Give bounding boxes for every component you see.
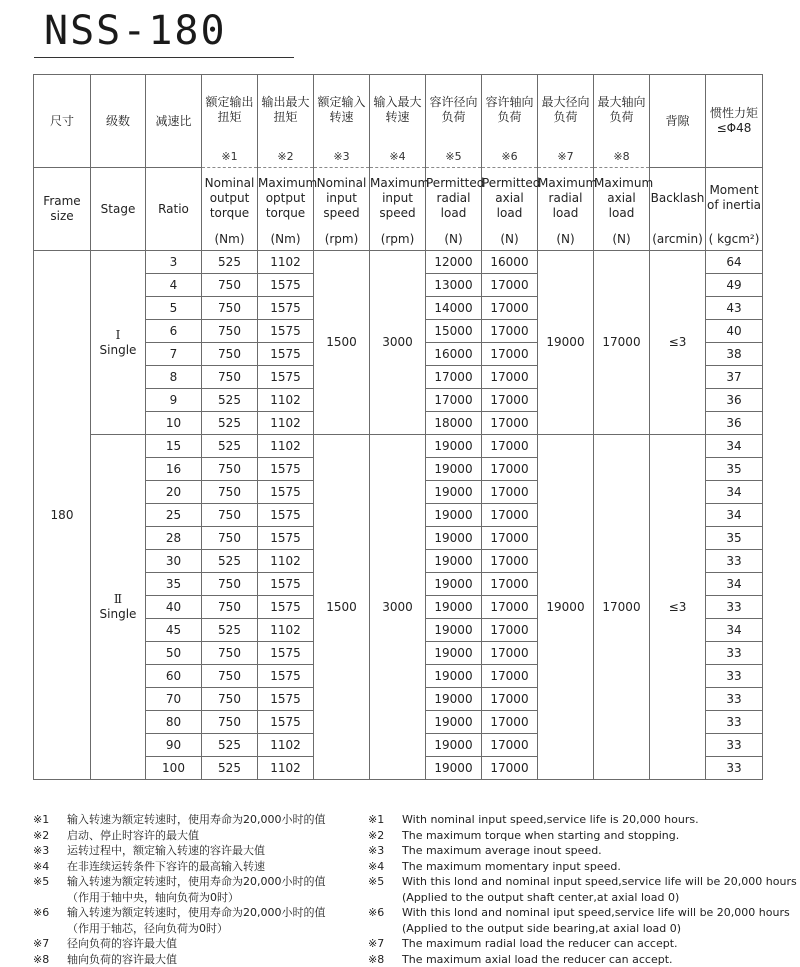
max-axial-load-cell: 17000 <box>594 251 650 435</box>
note-item <box>33 859 363 875</box>
nominal-output-torque-cell: 525 <box>202 251 258 274</box>
note-text: （作用于轴中央，轴向负荷为0时） <box>67 890 363 906</box>
permitted-axial-load-cell: 17000 <box>482 366 538 389</box>
inertia-cell: 33 <box>706 711 763 734</box>
nominal-output-torque-cell: 750 <box>202 596 258 619</box>
note-item <box>33 828 363 844</box>
ratio-cell: 60 <box>146 665 202 688</box>
note-marker: ※5 <box>33 874 67 890</box>
max-output-torque-cell: 1102 <box>258 619 314 642</box>
note-marker <box>33 921 67 937</box>
note-item <box>33 890 363 906</box>
nominal-output-torque-cell: 525 <box>202 412 258 435</box>
note-marker: ※2 <box>33 828 67 844</box>
permitted-axial-load-cell: 17000 <box>482 550 538 573</box>
header-en-permitted-axial: Permitted axial load <box>482 168 538 229</box>
header-unit-backlash: (arcmin) <box>650 228 706 251</box>
note-text: The maximum axial load the reducer can accept. <box>402 952 798 967</box>
permitted-axial-load-cell: 17000 <box>482 688 538 711</box>
ratio-cell: 35 <box>146 573 202 596</box>
inertia-cell: 36 <box>706 412 763 435</box>
permitted-radial-load-cell: 19000 <box>426 757 482 780</box>
header-en-nominal-input-speed: Nominal input speed <box>314 168 370 229</box>
note-text: The maximum radial load the reducer can accept. <box>402 936 798 952</box>
ratio-cell: 15 <box>146 435 202 458</box>
nominal-input-speed-cell: 1500 <box>314 251 370 435</box>
permitted-axial-load-cell: 17000 <box>482 527 538 550</box>
permitted-axial-load-cell: 17000 <box>482 481 538 504</box>
note-item <box>368 828 798 844</box>
permitted-radial-load-cell: 19000 <box>426 596 482 619</box>
inertia-cell: 33 <box>706 550 763 573</box>
ratio-cell: 25 <box>146 504 202 527</box>
note-text: The maximum average inout speed. <box>402 843 798 859</box>
max-output-torque-cell: 1102 <box>258 550 314 573</box>
header-cn-ratio: 减速比 <box>146 75 202 168</box>
inertia-cell: 35 <box>706 458 763 481</box>
nominal-output-torque-cell: 750 <box>202 711 258 734</box>
header-unit-max-input-speed: (rpm) <box>370 228 426 251</box>
header-cn-frame: 尺寸 <box>34 75 91 168</box>
stage-roman: Ⅱ <box>91 592 145 607</box>
nominal-output-torque-cell: 750 <box>202 458 258 481</box>
note-text: (Applied to the output shaft center,at axial load 0) <box>402 890 798 906</box>
ratio-cell: 4 <box>146 274 202 297</box>
permitted-axial-load-cell: 17000 <box>482 573 538 596</box>
max-radial-load-cell: 19000 <box>538 435 594 780</box>
ratio-cell: 9 <box>146 389 202 412</box>
header-note-1: ※1 <box>202 145 258 168</box>
note-item <box>33 874 363 890</box>
header-note-3: ※3 <box>314 145 370 168</box>
inertia-cell: 33 <box>706 642 763 665</box>
nominal-output-torque-cell: 750 <box>202 573 258 596</box>
note-marker: ※3 <box>368 843 402 859</box>
permitted-axial-load-cell: 17000 <box>482 665 538 688</box>
note-marker: ※1 <box>368 812 402 828</box>
note-item <box>368 843 798 859</box>
header-en-frame: Frame size <box>34 168 91 251</box>
note-item <box>368 905 798 921</box>
permitted-axial-load-cell: 17000 <box>482 320 538 343</box>
backlash-cell: ≤3 <box>650 435 706 780</box>
page-title: NSS-180 <box>44 8 227 54</box>
max-output-torque-cell: 1575 <box>258 366 314 389</box>
inertia-cell: 33 <box>706 688 763 711</box>
inertia-cell: 36 <box>706 389 763 412</box>
inertia-cell: 34 <box>706 573 763 596</box>
inertia-cell: 35 <box>706 527 763 550</box>
note-marker: ※5 <box>368 874 402 890</box>
stage-label: Single <box>91 607 145 622</box>
stage-roman: Ⅰ <box>91 328 145 343</box>
notes-english <box>368 812 798 967</box>
permitted-axial-load-cell: 17000 <box>482 274 538 297</box>
nominal-output-torque-cell: 750 <box>202 274 258 297</box>
header-en-max-input-speed: Maximum input speed <box>370 168 426 229</box>
nominal-output-torque-cell: 750 <box>202 343 258 366</box>
table-row <box>34 435 763 458</box>
note-marker: ※6 <box>33 905 67 921</box>
header-cn-permitted-radial: 容许径向负荷 <box>426 75 482 146</box>
header-note-5: ※5 <box>426 145 482 168</box>
notes-chinese <box>33 812 363 967</box>
max-output-torque-cell: 1102 <box>258 435 314 458</box>
note-item <box>368 890 798 906</box>
note-text: 运转过程中，额定输入转速的容许最大值 <box>67 843 363 859</box>
permitted-radial-load-cell: 19000 <box>426 435 482 458</box>
note-marker: ※8 <box>33 952 67 967</box>
note-text: The maximum momentary input speed. <box>402 859 798 875</box>
ratio-cell: 20 <box>146 481 202 504</box>
max-output-torque-cell: 1575 <box>258 642 314 665</box>
note-text: 轴向负荷的容许最大值 <box>67 952 363 967</box>
inertia-cell: 38 <box>706 343 763 366</box>
inertia-cell: 33 <box>706 665 763 688</box>
header-en-permitted-radial: Permitted radial load <box>426 168 482 229</box>
ratio-cell: 40 <box>146 596 202 619</box>
title-underline <box>34 57 294 58</box>
header-unit-nominal-input-speed: (rpm) <box>314 228 370 251</box>
header-unit-nominal-output-torque: (Nm) <box>202 228 258 251</box>
permitted-axial-load-cell: 17000 <box>482 642 538 665</box>
note-item <box>368 859 798 875</box>
stage-cell <box>91 435 146 780</box>
max-output-torque-cell: 1575 <box>258 665 314 688</box>
max-output-torque-cell: 1575 <box>258 596 314 619</box>
note-text: 输入转速为额定转速时，使用寿命为20,000小时的值 <box>67 812 363 828</box>
inertia-cell: 34 <box>706 619 763 642</box>
note-text: The maximum torque when starting and stopping. <box>402 828 798 844</box>
ratio-cell: 100 <box>146 757 202 780</box>
header-en-nominal-output-torque: Nominal output torque <box>202 168 258 229</box>
note-marker: ※4 <box>33 859 67 875</box>
permitted-axial-load-cell: 17000 <box>482 343 538 366</box>
nominal-output-torque-cell: 750 <box>202 481 258 504</box>
inertia-cell: 34 <box>706 435 763 458</box>
permitted-axial-load-cell: 17000 <box>482 458 538 481</box>
ratio-cell: 6 <box>146 320 202 343</box>
max-output-torque-cell: 1575 <box>258 527 314 550</box>
ratio-cell: 30 <box>146 550 202 573</box>
permitted-axial-load-cell: 17000 <box>482 596 538 619</box>
max-radial-load-cell: 19000 <box>538 251 594 435</box>
permitted-axial-load-cell: 17000 <box>482 297 538 320</box>
max-output-torque-cell: 1575 <box>258 297 314 320</box>
permitted-radial-load-cell: 19000 <box>426 619 482 642</box>
header-unit-permitted-radial: (N) <box>426 228 482 251</box>
nominal-output-torque-cell: 750 <box>202 366 258 389</box>
spec-table <box>33 74 763 780</box>
max-output-torque-cell: 1575 <box>258 711 314 734</box>
permitted-axial-load-cell: 17000 <box>482 504 538 527</box>
note-marker: ※8 <box>368 952 402 967</box>
header-note-7: ※7 <box>538 145 594 168</box>
nominal-output-torque-cell: 525 <box>202 389 258 412</box>
note-marker: ※3 <box>33 843 67 859</box>
header-en-stage: Stage <box>91 168 146 251</box>
permitted-radial-load-cell: 19000 <box>426 711 482 734</box>
header-cn-nominal-output-torque: 额定输出扭矩 <box>202 75 258 146</box>
permitted-radial-load-cell: 19000 <box>426 481 482 504</box>
nominal-output-torque-cell: 750 <box>202 504 258 527</box>
nominal-output-torque-cell: 750 <box>202 320 258 343</box>
permitted-radial-load-cell: 19000 <box>426 665 482 688</box>
max-output-torque-cell: 1575 <box>258 274 314 297</box>
permitted-radial-load-cell: 15000 <box>426 320 482 343</box>
header-cn-stage: 级数 <box>91 75 146 168</box>
nominal-output-torque-cell: 750 <box>202 297 258 320</box>
permitted-axial-load-cell: 17000 <box>482 619 538 642</box>
inertia-cell: 34 <box>706 481 763 504</box>
stage-label: Single <box>91 343 145 358</box>
ratio-cell: 3 <box>146 251 202 274</box>
ratio-cell: 80 <box>146 711 202 734</box>
frame-size-cell: 180 <box>34 251 91 780</box>
max-output-torque-cell: 1102 <box>258 389 314 412</box>
max-output-torque-cell: 1575 <box>258 343 314 366</box>
permitted-radial-load-cell: 12000 <box>426 251 482 274</box>
note-text: 径向负荷的容许最大值 <box>67 936 363 952</box>
max-input-speed-cell: 3000 <box>370 435 426 780</box>
spec-table-body <box>34 251 763 780</box>
inertia-cell: 40 <box>706 320 763 343</box>
inertia-cell: 37 <box>706 366 763 389</box>
header-en-ratio: Ratio <box>146 168 202 251</box>
permitted-axial-load-cell: 17000 <box>482 757 538 780</box>
header-note-8: ※8 <box>594 145 650 168</box>
header-unit-inertia: ( kgcm²) <box>706 228 763 251</box>
note-text: With this lond and nominal input speed,service life will be 20,000 hours <box>402 874 798 890</box>
max-output-torque-cell: 1102 <box>258 757 314 780</box>
note-text: (Applied to the output side bearing,at axial load 0) <box>402 921 798 937</box>
header-en-backlash: Backlash <box>650 168 706 229</box>
nominal-output-torque-cell: 525 <box>202 435 258 458</box>
note-item <box>33 936 363 952</box>
nominal-output-torque-cell: 525 <box>202 734 258 757</box>
nominal-output-torque-cell: 525 <box>202 757 258 780</box>
note-marker: ※4 <box>368 859 402 875</box>
max-output-torque-cell: 1575 <box>258 458 314 481</box>
note-item <box>33 921 363 937</box>
permitted-radial-load-cell: 16000 <box>426 343 482 366</box>
permitted-radial-load-cell: 19000 <box>426 734 482 757</box>
ratio-cell: 90 <box>146 734 202 757</box>
ratio-cell: 28 <box>146 527 202 550</box>
backlash-cell: ≤3 <box>650 251 706 435</box>
permitted-axial-load-cell: 17000 <box>482 389 538 412</box>
header-unit-max-axial: (N) <box>594 228 650 251</box>
inertia-cell: 33 <box>706 734 763 757</box>
note-marker <box>368 921 402 937</box>
note-text: 输入转速为额定转速时，使用寿命为20,000小时的值 <box>67 905 363 921</box>
nominal-output-torque-cell: 750 <box>202 665 258 688</box>
inertia-cell: 34 <box>706 504 763 527</box>
header-cn-nominal-input-speed: 额定输入转速 <box>314 75 370 146</box>
permitted-radial-load-cell: 19000 <box>426 527 482 550</box>
max-output-torque-cell: 1102 <box>258 251 314 274</box>
note-item <box>368 936 798 952</box>
note-text: 输入转速为额定转速时，使用寿命为20,000小时的值 <box>67 874 363 890</box>
note-item <box>368 921 798 937</box>
header-en-max-axial: Maximum axial load <box>594 168 650 229</box>
permitted-axial-load-cell: 17000 <box>482 711 538 734</box>
header-note-6: ※6 <box>482 145 538 168</box>
header-note-2: ※2 <box>258 145 314 168</box>
permitted-radial-load-cell: 17000 <box>426 389 482 412</box>
permitted-radial-load-cell: 19000 <box>426 688 482 711</box>
note-text: 在非连续运转条件下容许的最高输入转速 <box>67 859 363 875</box>
ratio-cell: 16 <box>146 458 202 481</box>
note-text: With nominal input speed,service life is 20,000 hours. <box>402 812 798 828</box>
note-marker <box>368 890 402 906</box>
header-unit-permitted-axial: (N) <box>482 228 538 251</box>
ratio-cell: 50 <box>146 642 202 665</box>
nominal-output-torque-cell: 525 <box>202 550 258 573</box>
ratio-cell: 7 <box>146 343 202 366</box>
max-output-torque-cell: 1102 <box>258 412 314 435</box>
max-output-torque-cell: 1575 <box>258 320 314 343</box>
note-marker: ※1 <box>33 812 67 828</box>
permitted-radial-load-cell: 19000 <box>426 642 482 665</box>
header-cn-max-axial: 最大轴向负荷 <box>594 75 650 146</box>
header-en-max-radial: Maximum radial load <box>538 168 594 229</box>
ratio-cell: 8 <box>146 366 202 389</box>
permitted-radial-load-cell: 19000 <box>426 504 482 527</box>
inertia-cell: 33 <box>706 596 763 619</box>
note-text: 启动、停止时容许的最大值 <box>67 828 363 844</box>
header-cn-max-input-speed: 输入最大转速 <box>370 75 426 146</box>
ratio-cell: 10 <box>146 412 202 435</box>
note-item <box>368 874 798 890</box>
inertia-cell: 33 <box>706 757 763 780</box>
note-text: （作用于轴芯，径向负荷为0时） <box>67 921 363 937</box>
note-marker <box>33 890 67 906</box>
permitted-radial-load-cell: 14000 <box>426 297 482 320</box>
note-marker: ※6 <box>368 905 402 921</box>
max-output-torque-cell: 1575 <box>258 504 314 527</box>
permitted-radial-load-cell: 19000 <box>426 458 482 481</box>
header-cn-max-output-torque: 输出最大扭矩 <box>258 75 314 146</box>
header-cn-backlash: 背隙 <box>650 75 706 168</box>
note-marker: ※7 <box>33 936 67 952</box>
header-en-max-output-torque: Maximum optput torque <box>258 168 314 229</box>
max-input-speed-cell: 3000 <box>370 251 426 435</box>
note-item <box>33 905 363 921</box>
note-item <box>33 812 363 828</box>
permitted-radial-load-cell: 19000 <box>426 573 482 596</box>
header-cn-inertia: 惯性力矩≤Φ48 <box>706 75 763 168</box>
inertia-cell: 43 <box>706 297 763 320</box>
inertia-cell: 64 <box>706 251 763 274</box>
note-text: With this lond and nominal iput speed,service life will be 20,000 hours <box>402 905 798 921</box>
header-note-4: ※4 <box>370 145 426 168</box>
ratio-cell: 45 <box>146 619 202 642</box>
header-unit-max-radial: (N) <box>538 228 594 251</box>
permitted-axial-load-cell: 17000 <box>482 412 538 435</box>
nominal-input-speed-cell: 1500 <box>314 435 370 780</box>
nominal-output-torque-cell: 750 <box>202 688 258 711</box>
permitted-axial-load-cell: 16000 <box>482 251 538 274</box>
note-item <box>33 843 363 859</box>
max-output-torque-cell: 1575 <box>258 573 314 596</box>
max-output-torque-cell: 1575 <box>258 481 314 504</box>
permitted-axial-load-cell: 17000 <box>482 734 538 757</box>
max-output-torque-cell: 1575 <box>258 688 314 711</box>
nominal-output-torque-cell: 750 <box>202 642 258 665</box>
max-axial-load-cell: 17000 <box>594 435 650 780</box>
table-row <box>34 251 763 274</box>
note-marker: ※7 <box>368 936 402 952</box>
stage-cell <box>91 251 146 435</box>
permitted-radial-load-cell: 19000 <box>426 550 482 573</box>
header-unit-max-output-torque: (Nm) <box>258 228 314 251</box>
note-item <box>33 952 363 967</box>
permitted-radial-load-cell: 13000 <box>426 274 482 297</box>
max-output-torque-cell: 1102 <box>258 734 314 757</box>
permitted-axial-load-cell: 17000 <box>482 435 538 458</box>
ratio-cell: 70 <box>146 688 202 711</box>
header-cn-permitted-axial: 容许轴向负荷 <box>482 75 538 146</box>
permitted-radial-load-cell: 18000 <box>426 412 482 435</box>
header-cn-max-radial: 最大径向负荷 <box>538 75 594 146</box>
header-en-inertia: Moment of inertia <box>706 168 763 229</box>
permitted-radial-load-cell: 17000 <box>426 366 482 389</box>
note-item <box>368 952 798 967</box>
ratio-cell: 5 <box>146 297 202 320</box>
nominal-output-torque-cell: 525 <box>202 619 258 642</box>
note-item <box>368 812 798 828</box>
note-marker: ※2 <box>368 828 402 844</box>
inertia-cell: 49 <box>706 274 763 297</box>
nominal-output-torque-cell: 750 <box>202 527 258 550</box>
